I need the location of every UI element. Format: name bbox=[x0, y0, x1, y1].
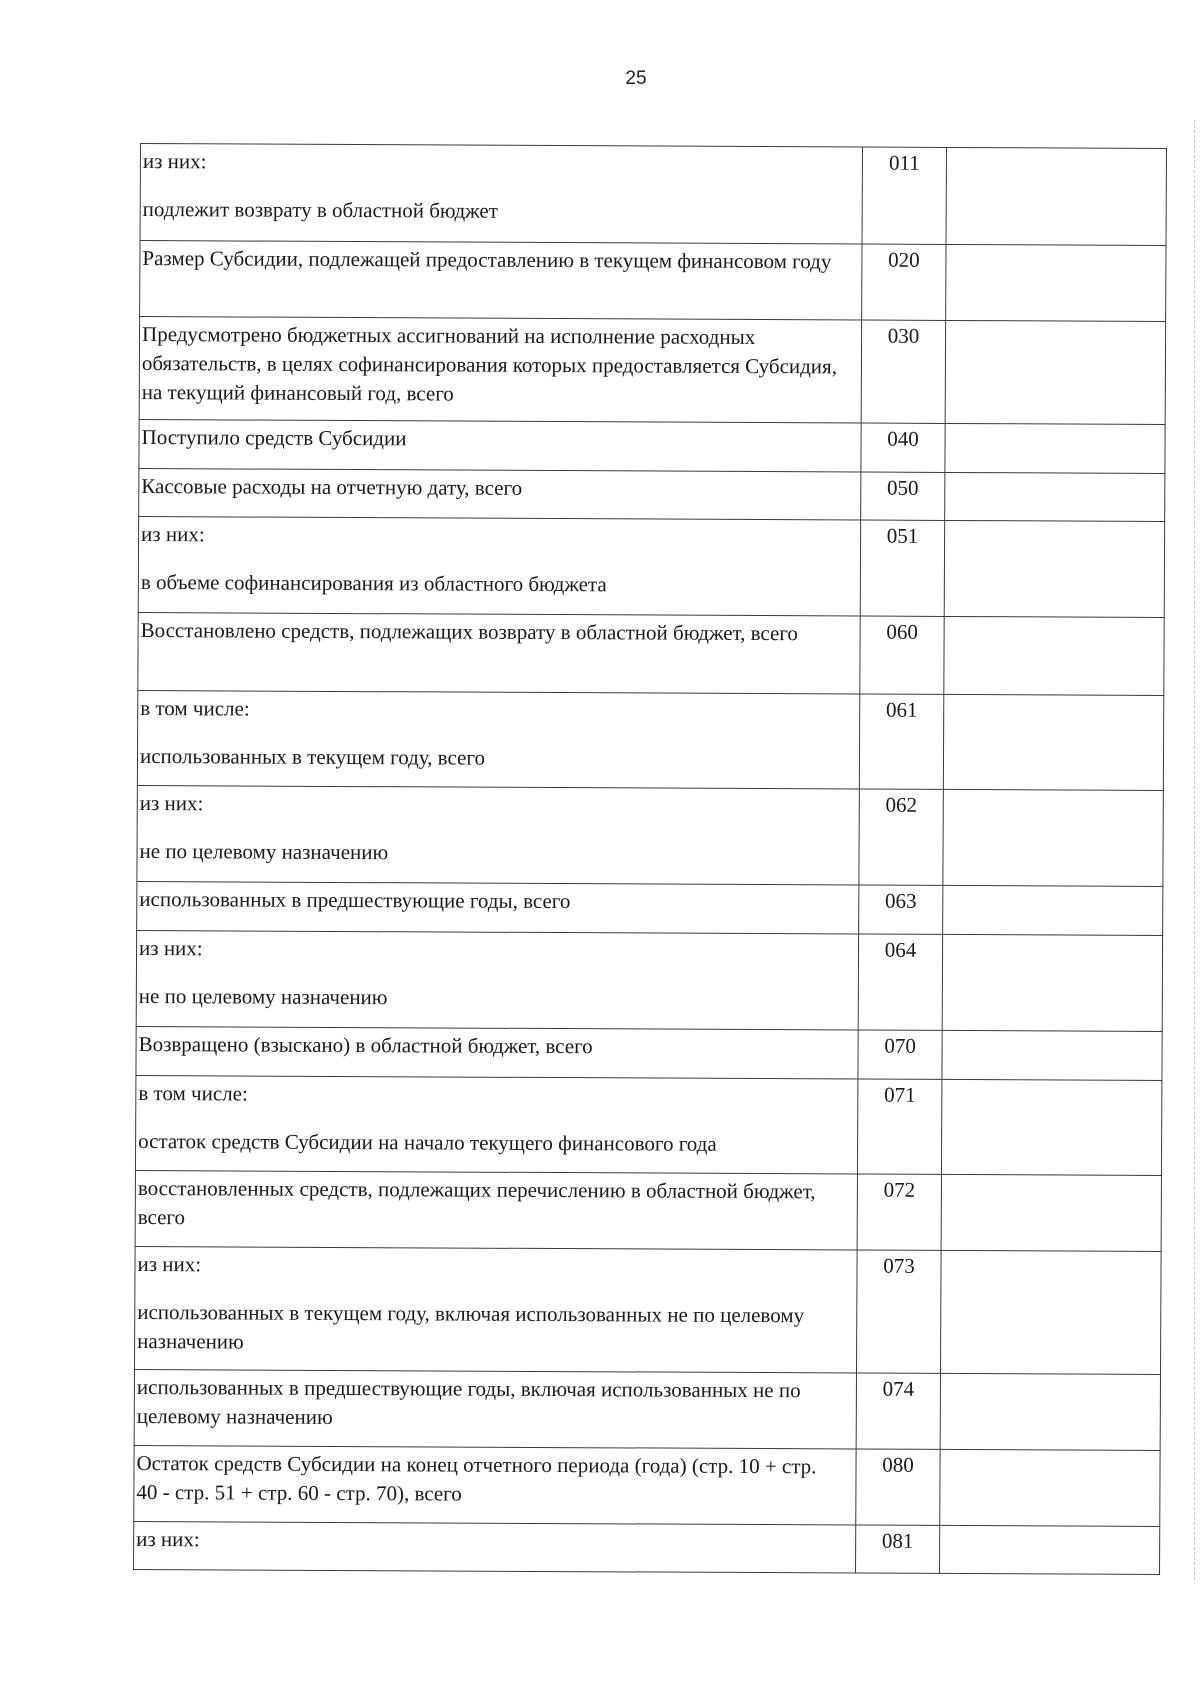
row-value-cell bbox=[940, 1525, 1160, 1574]
table-row bbox=[138, 612, 1164, 695]
row-label-cell bbox=[134, 1369, 856, 1449]
row-value-cell bbox=[942, 1030, 1162, 1080]
row-label-text: Остаток средств Субсидии на конец отчетного периода (года) (стр. 10 + стр. 40 - стр. 51 + стр. 60 - стр. 70), всего bbox=[136, 1450, 817, 1506]
row-label-cell bbox=[135, 1170, 857, 1250]
row-label-text: Возвращено (взыскано) в областной бюджет, всего bbox=[138, 1032, 593, 1059]
row-label-prefix: из них: bbox=[137, 1252, 202, 1277]
row-label-cell bbox=[137, 785, 859, 885]
row-code-cell: 071 bbox=[857, 1079, 941, 1174]
row-label-cell bbox=[135, 1075, 857, 1174]
row-value-cell bbox=[943, 694, 1163, 790]
row-label-text: Восстановлено средств, подлежащих возврату в областной бюджет, всего bbox=[140, 618, 799, 646]
row-code-cell: 080 bbox=[856, 1449, 940, 1525]
row-label-text: Размер Субсидии, подлежащей предоставлению в текущем финансовом году bbox=[142, 246, 832, 274]
row-label-cell bbox=[134, 1521, 856, 1573]
row-label-cell bbox=[137, 690, 859, 789]
row-label-text: Кассовые расходы на отчетную дату, всего bbox=[141, 474, 523, 500]
table-row bbox=[137, 690, 1163, 790]
table-row bbox=[137, 785, 1163, 886]
row-value-cell bbox=[940, 1373, 1160, 1450]
row-label-cell bbox=[137, 881, 859, 934]
table-row bbox=[135, 1075, 1161, 1175]
table-row bbox=[134, 1369, 1160, 1450]
row-code-cell: 030 bbox=[861, 320, 946, 423]
row-label-text: в объеме софинансирования из областного бюджета bbox=[140, 570, 607, 597]
table-row bbox=[138, 516, 1164, 617]
row-value-cell bbox=[945, 320, 1166, 424]
row-label-text: из них: bbox=[136, 1526, 200, 1552]
row-value-cell bbox=[942, 934, 1162, 1031]
row-label-cell bbox=[139, 468, 861, 520]
row-label-cell bbox=[138, 516, 860, 616]
row-label-cell bbox=[140, 241, 862, 321]
row-value-cell bbox=[940, 1250, 1161, 1374]
table-row bbox=[139, 317, 1165, 425]
table-row bbox=[136, 1026, 1162, 1080]
row-code-cell: 011 bbox=[862, 147, 946, 244]
row-label-cell bbox=[139, 317, 861, 424]
table-row bbox=[134, 1445, 1160, 1526]
table-row bbox=[140, 241, 1166, 322]
row-label-cell bbox=[135, 1246, 858, 1373]
report-table bbox=[133, 143, 1167, 1575]
row-label-text: использованных в предшествующие годы, всего bbox=[139, 887, 571, 914]
row-value-cell bbox=[943, 885, 1163, 935]
row-code-cell: 062 bbox=[859, 789, 943, 885]
row-value-cell bbox=[941, 1079, 1161, 1175]
row-value-cell bbox=[946, 147, 1166, 245]
row-label-prefix: в том числе: bbox=[138, 1081, 248, 1106]
row-label-text: подлежит возврату в областной бюджет bbox=[142, 197, 499, 223]
scan-edge-line bbox=[1194, 120, 1196, 1580]
row-code-cell: 081 bbox=[856, 1525, 940, 1573]
row-label-text: не по целевому назначению bbox=[138, 984, 388, 1010]
row-label-text: Поступило средств Субсидии bbox=[141, 425, 407, 451]
row-code-cell: 070 bbox=[858, 1030, 942, 1079]
row-code-cell: 064 bbox=[858, 934, 942, 1030]
row-label-prefix: из них: bbox=[142, 149, 207, 174]
row-code-cell: 074 bbox=[856, 1373, 940, 1449]
table-row bbox=[135, 1246, 1162, 1374]
row-label-prefix: из них: bbox=[139, 791, 204, 816]
row-label-text: использованных в текущем году, всего bbox=[139, 744, 486, 770]
row-label-text: остаток средств Субсидии на начало текущего финансового года bbox=[138, 1129, 717, 1156]
row-label-cell bbox=[134, 1445, 856, 1525]
table-row bbox=[135, 1170, 1161, 1251]
row-label-text: восстановленных средств, подлежащих перечислению в областной бюджет, всего bbox=[137, 1176, 816, 1230]
row-label-cell bbox=[140, 144, 862, 245]
page-number: 25 bbox=[625, 68, 647, 89]
row-value-cell bbox=[946, 244, 1166, 321]
row-value-cell bbox=[943, 789, 1163, 886]
row-label-cell bbox=[139, 419, 861, 472]
row-label-cell bbox=[136, 930, 858, 1030]
row-value-cell bbox=[940, 1449, 1160, 1526]
table-row bbox=[134, 1521, 1160, 1574]
row-code-cell: 051 bbox=[860, 520, 944, 616]
table-row bbox=[139, 419, 1165, 473]
row-code-cell: 040 bbox=[861, 423, 945, 472]
row-label-text: не по целевому назначению bbox=[139, 839, 389, 865]
row-label-cell bbox=[136, 1026, 858, 1079]
row-value-cell bbox=[944, 520, 1164, 617]
table-row bbox=[136, 930, 1162, 1031]
row-label-prefix: из них: bbox=[139, 936, 203, 961]
row-code-cell: 073 bbox=[856, 1250, 941, 1373]
row-code-cell: 063 bbox=[859, 885, 943, 934]
row-label-cell bbox=[138, 612, 860, 694]
row-value-cell bbox=[945, 472, 1165, 521]
table-row bbox=[139, 468, 1165, 521]
row-label-text: использованных в текущем году, включая использованных не по целевому назначению bbox=[137, 1300, 805, 1354]
row-code-cell: 060 bbox=[860, 616, 944, 694]
row-code-cell: 072 bbox=[857, 1174, 941, 1250]
row-label-prefix: из них: bbox=[141, 522, 205, 547]
table-row bbox=[140, 144, 1166, 246]
table-body bbox=[134, 144, 1167, 1575]
row-value-cell bbox=[944, 616, 1164, 695]
row-value-cell bbox=[941, 1174, 1161, 1251]
row-code-cell: 061 bbox=[859, 694, 943, 789]
row-label-text: использованных в предшествующие годы, включая использованных не по целевому назначению bbox=[136, 1375, 801, 1429]
row-code-cell: 050 bbox=[861, 472, 945, 520]
row-label-text: Предусмотрено бюджетных ассигнований на исполнение расходных обязательств, в целях софинансирования которых предоставляется Субсидия, на текущий финансовый год, всего bbox=[141, 322, 838, 406]
row-code-cell: 020 bbox=[862, 244, 946, 320]
table-row bbox=[137, 881, 1163, 935]
row-label-prefix: в том числе: bbox=[140, 696, 250, 721]
row-value-cell bbox=[945, 423, 1165, 473]
